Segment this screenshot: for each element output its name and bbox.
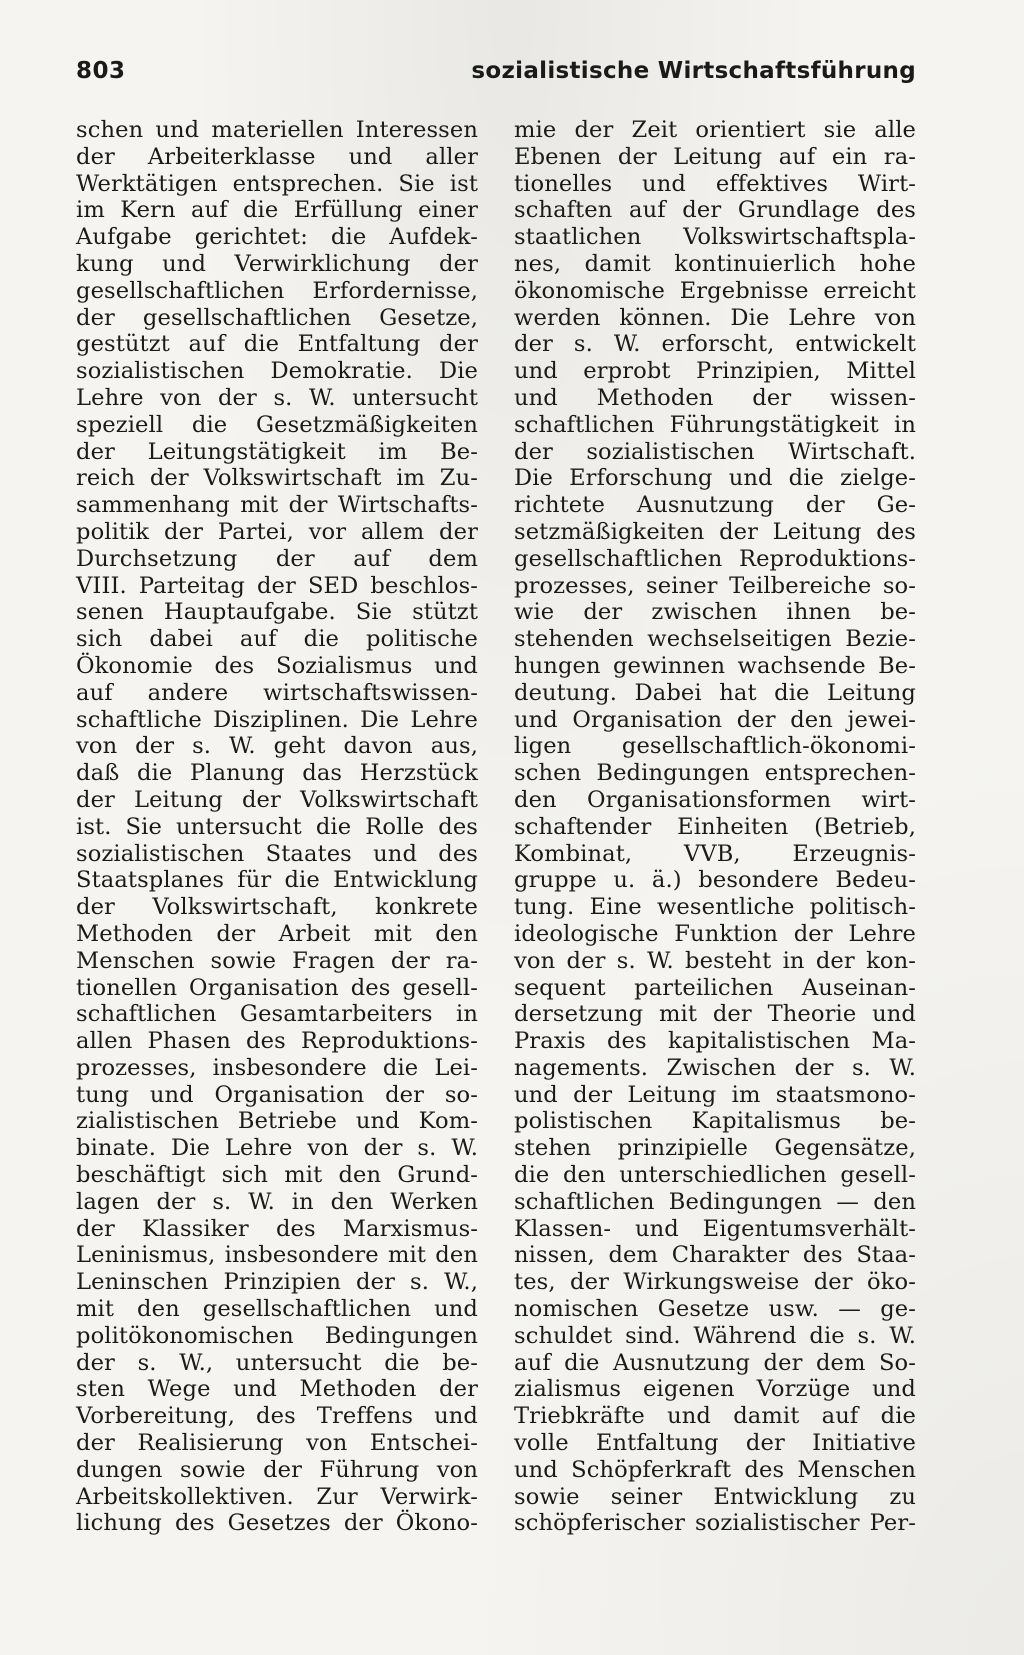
text-line: schaftender Einheiten (Betrieb, [514, 813, 916, 840]
text-line: und erprobt Prinzipien, Mittel [514, 358, 916, 385]
text-line: Ebenen der Leitung auf ein ra- [514, 143, 916, 170]
text-line: Methoden der Arbeit mit den [76, 920, 478, 947]
text-line: ökonomische Ergebnisse erreicht [514, 277, 916, 304]
text-line: gesellschaftlichen Reproduktions- [514, 545, 916, 572]
text-line: ist. Sie untersucht die Rolle des [76, 813, 478, 840]
text-line: Triebkräfte und damit auf die [514, 1403, 916, 1430]
text-line: und Schöpferkraft des Menschen [514, 1456, 916, 1483]
text-line: schaften auf der Grundlage des [514, 197, 916, 224]
text-line: speziell die Gesetzmäßigkeiten [76, 411, 478, 438]
text-line: tung. Eine wesentliche politisch- [514, 894, 916, 921]
text-line: der Volkswirtschaft, konkrete [76, 894, 478, 921]
text-line: Staatsplanes für die Entwicklung [76, 867, 478, 894]
text-line: deutung. Dabei hat die Leitung [514, 679, 916, 706]
text-line: tung und Organisation der so- [76, 1081, 478, 1108]
text-line: Leninschen Prinzipien der s. W., [76, 1269, 478, 1296]
text-line: Durchsetzung der auf dem [76, 545, 478, 572]
text-line: Ökonomie des Sozialismus und [76, 652, 478, 679]
text-line: allen Phasen des Reproduktions- [76, 1028, 478, 1055]
text-line: nissen, dem Charakter des Staa- [514, 1242, 916, 1269]
text-line: von der s. W. geht davon aus, [76, 733, 478, 760]
text-line: hungen gewinnen wachsende Be- [514, 652, 916, 679]
text-line: der Realisierung von Entschei- [76, 1430, 478, 1457]
text-line: Die Erforschung und die zielge- [514, 465, 916, 492]
text-line: beschäftigt sich mit den Grund- [76, 1162, 478, 1189]
text-line: schaftlichen Gesamtarbeiters in [76, 1001, 478, 1028]
text-line: nomischen Gesetze usw. — ge- [514, 1296, 916, 1323]
text-line: politökonomischen Bedingungen [76, 1322, 478, 1349]
text-line: ideologische Funktion der Lehre [514, 920, 916, 947]
text-line: Vorbereitung, des Treffens und [76, 1403, 478, 1430]
text-line: im Kern auf die Erfüllung einer [76, 197, 478, 224]
text-line: polistischen Kapitalismus be- [514, 1108, 916, 1135]
text-line: schen Bedingungen entsprechen- [514, 760, 916, 787]
text-line: sammenhang mit der Wirtschafts- [76, 492, 478, 519]
text-line: Arbeitskollektiven. Zur Verwirk- [76, 1483, 478, 1510]
text-line: Menschen sowie Fragen der ra- [76, 947, 478, 974]
text-line: kung und Verwirklichung der [76, 250, 478, 277]
text-line: dersetzung mit der Theorie und [514, 1001, 916, 1028]
text-line: schuldet sind. Während die s. W. [514, 1322, 916, 1349]
text-line: volle Entfaltung der Initiative [514, 1430, 916, 1457]
text-line: VIII. Parteitag der SED beschlos- [76, 572, 478, 599]
text-line: schen und materiellen Interessen [76, 117, 478, 143]
text-line: sozialistischen Demokratie. Die [76, 358, 478, 385]
text-line: politik der Partei, vor allem der [76, 518, 478, 545]
page-header [76, 58, 916, 94]
text-line: der Leitung der Volkswirtschaft [76, 786, 478, 813]
text-line: schöpferischer sozialistischer Per- [514, 1510, 916, 1537]
text-line: sowie seiner Entwicklung zu [514, 1483, 916, 1510]
text-line: schaftlichen Bedingungen — den [514, 1188, 916, 1215]
text-column-right [514, 117, 916, 1537]
text-line: Werktätigen entsprechen. Sie ist [76, 170, 478, 197]
text-line: zialistischen Betriebe und Kom- [76, 1108, 478, 1135]
text-line: binate. Die Lehre von der s. W. [76, 1135, 478, 1162]
text-line: der s. W., untersucht die be- [76, 1349, 478, 1376]
text-column-left [76, 117, 478, 1537]
text-line: setzmäßigkeiten der Leitung des [514, 518, 916, 545]
text-line: mit den gesellschaftlichen und [76, 1296, 478, 1323]
text-line: von der s. W. besteht in der kon- [514, 947, 916, 974]
text-line: gruppe u. ä.) besondere Bedeu- [514, 867, 916, 894]
text-line: tes, der Wirkungsweise der öko- [514, 1269, 916, 1296]
text-line: Kombinat, VVB, Erzeugnis- [514, 840, 916, 867]
text-line: und Organisation der den jewei- [514, 706, 916, 733]
text-line: lagen der s. W. in den Werken [76, 1188, 478, 1215]
text-line: und der Leitung im staatsmono- [514, 1081, 916, 1108]
text-line: Praxis des kapitalistischen Ma- [514, 1028, 916, 1055]
text-line: Aufgabe gerichtet: die Aufdek- [76, 224, 478, 251]
text-line: werden können. Die Lehre von [514, 304, 916, 331]
text-line: sich dabei auf die politische [76, 626, 478, 653]
text-line: nes, damit kontinuierlich hohe [514, 250, 916, 277]
text-line: auf die Ausnutzung der dem So- [514, 1349, 916, 1376]
text-line: Leninismus, insbesondere mit den [76, 1242, 478, 1269]
text-line: nagements. Zwischen der s. W. [514, 1054, 916, 1081]
text-line: lichung des Gesetzes der Ökono- [76, 1510, 478, 1537]
text-line: ligen gesellschaftlich-ökonomi- [514, 733, 916, 760]
text-line: der s. W. erforscht, entwickelt [514, 331, 916, 358]
text-line: sequent parteilichen Auseinan- [514, 974, 916, 1001]
text-line: gestützt auf die Entfaltung der [76, 331, 478, 358]
text-line: tionelles und effektives Wirt- [514, 170, 916, 197]
text-line: dungen sowie der Führung von [76, 1456, 478, 1483]
text-line: Klassen- und Eigentumsverhält- [514, 1215, 916, 1242]
text-line: prozesses, insbesondere die Lei- [76, 1054, 478, 1081]
text-line: stehen prinzipielle Gegensätze, [514, 1135, 916, 1162]
text-line: staatlichen Volkswirtschaftspla- [514, 224, 916, 251]
running-head: sozialistische Wirtschaftsführung [471, 58, 916, 84]
text-line: der gesellschaftlichen Gesetze, [76, 304, 478, 331]
text-line: schaftlichen Führungstätigkeit in [514, 411, 916, 438]
text-line: richtete Ausnutzung der Ge- [514, 492, 916, 519]
text-line: gesellschaftlichen Erfordernisse, [76, 277, 478, 304]
text-line: auf andere wirtschaftswissen- [76, 679, 478, 706]
text-line: zialismus eigenen Vorzüge und [514, 1376, 916, 1403]
text-line: der Leitungstätigkeit im Be- [76, 438, 478, 465]
text-line: der Arbeiterklasse und aller [76, 143, 478, 170]
text-line: stehenden wechselseitigen Bezie- [514, 626, 916, 653]
text-line: schaftliche Disziplinen. Die Lehre [76, 706, 478, 733]
page-number: 803 [76, 58, 126, 84]
text-line: der Klassiker des Marxismus- [76, 1215, 478, 1242]
text-line: wie der zwischen ihnen be- [514, 599, 916, 626]
text-line: prozesses, seiner Teilbereiche so- [514, 572, 916, 599]
text-line: die den unterschiedlichen gesell- [514, 1162, 916, 1189]
text-line: Lehre von der s. W. untersucht [76, 384, 478, 411]
text-line: daß die Planung das Herzstück [76, 760, 478, 787]
text-line: senen Hauptaufgabe. Sie stützt [76, 599, 478, 626]
text-line: mie der Zeit orientiert sie alle [514, 117, 916, 143]
text-line: und Methoden der wissen- [514, 384, 916, 411]
text-line: der sozialistischen Wirtschaft. [514, 438, 916, 465]
text-line: den Organisationsformen wirt- [514, 786, 916, 813]
text-line: reich der Volkswirtschaft im Zu- [76, 465, 478, 492]
text-line: sten Wege und Methoden der [76, 1376, 478, 1403]
text-line: sozialistischen Staates und des [76, 840, 478, 867]
text-line: tionellen Organisation des gesell- [76, 974, 478, 1001]
